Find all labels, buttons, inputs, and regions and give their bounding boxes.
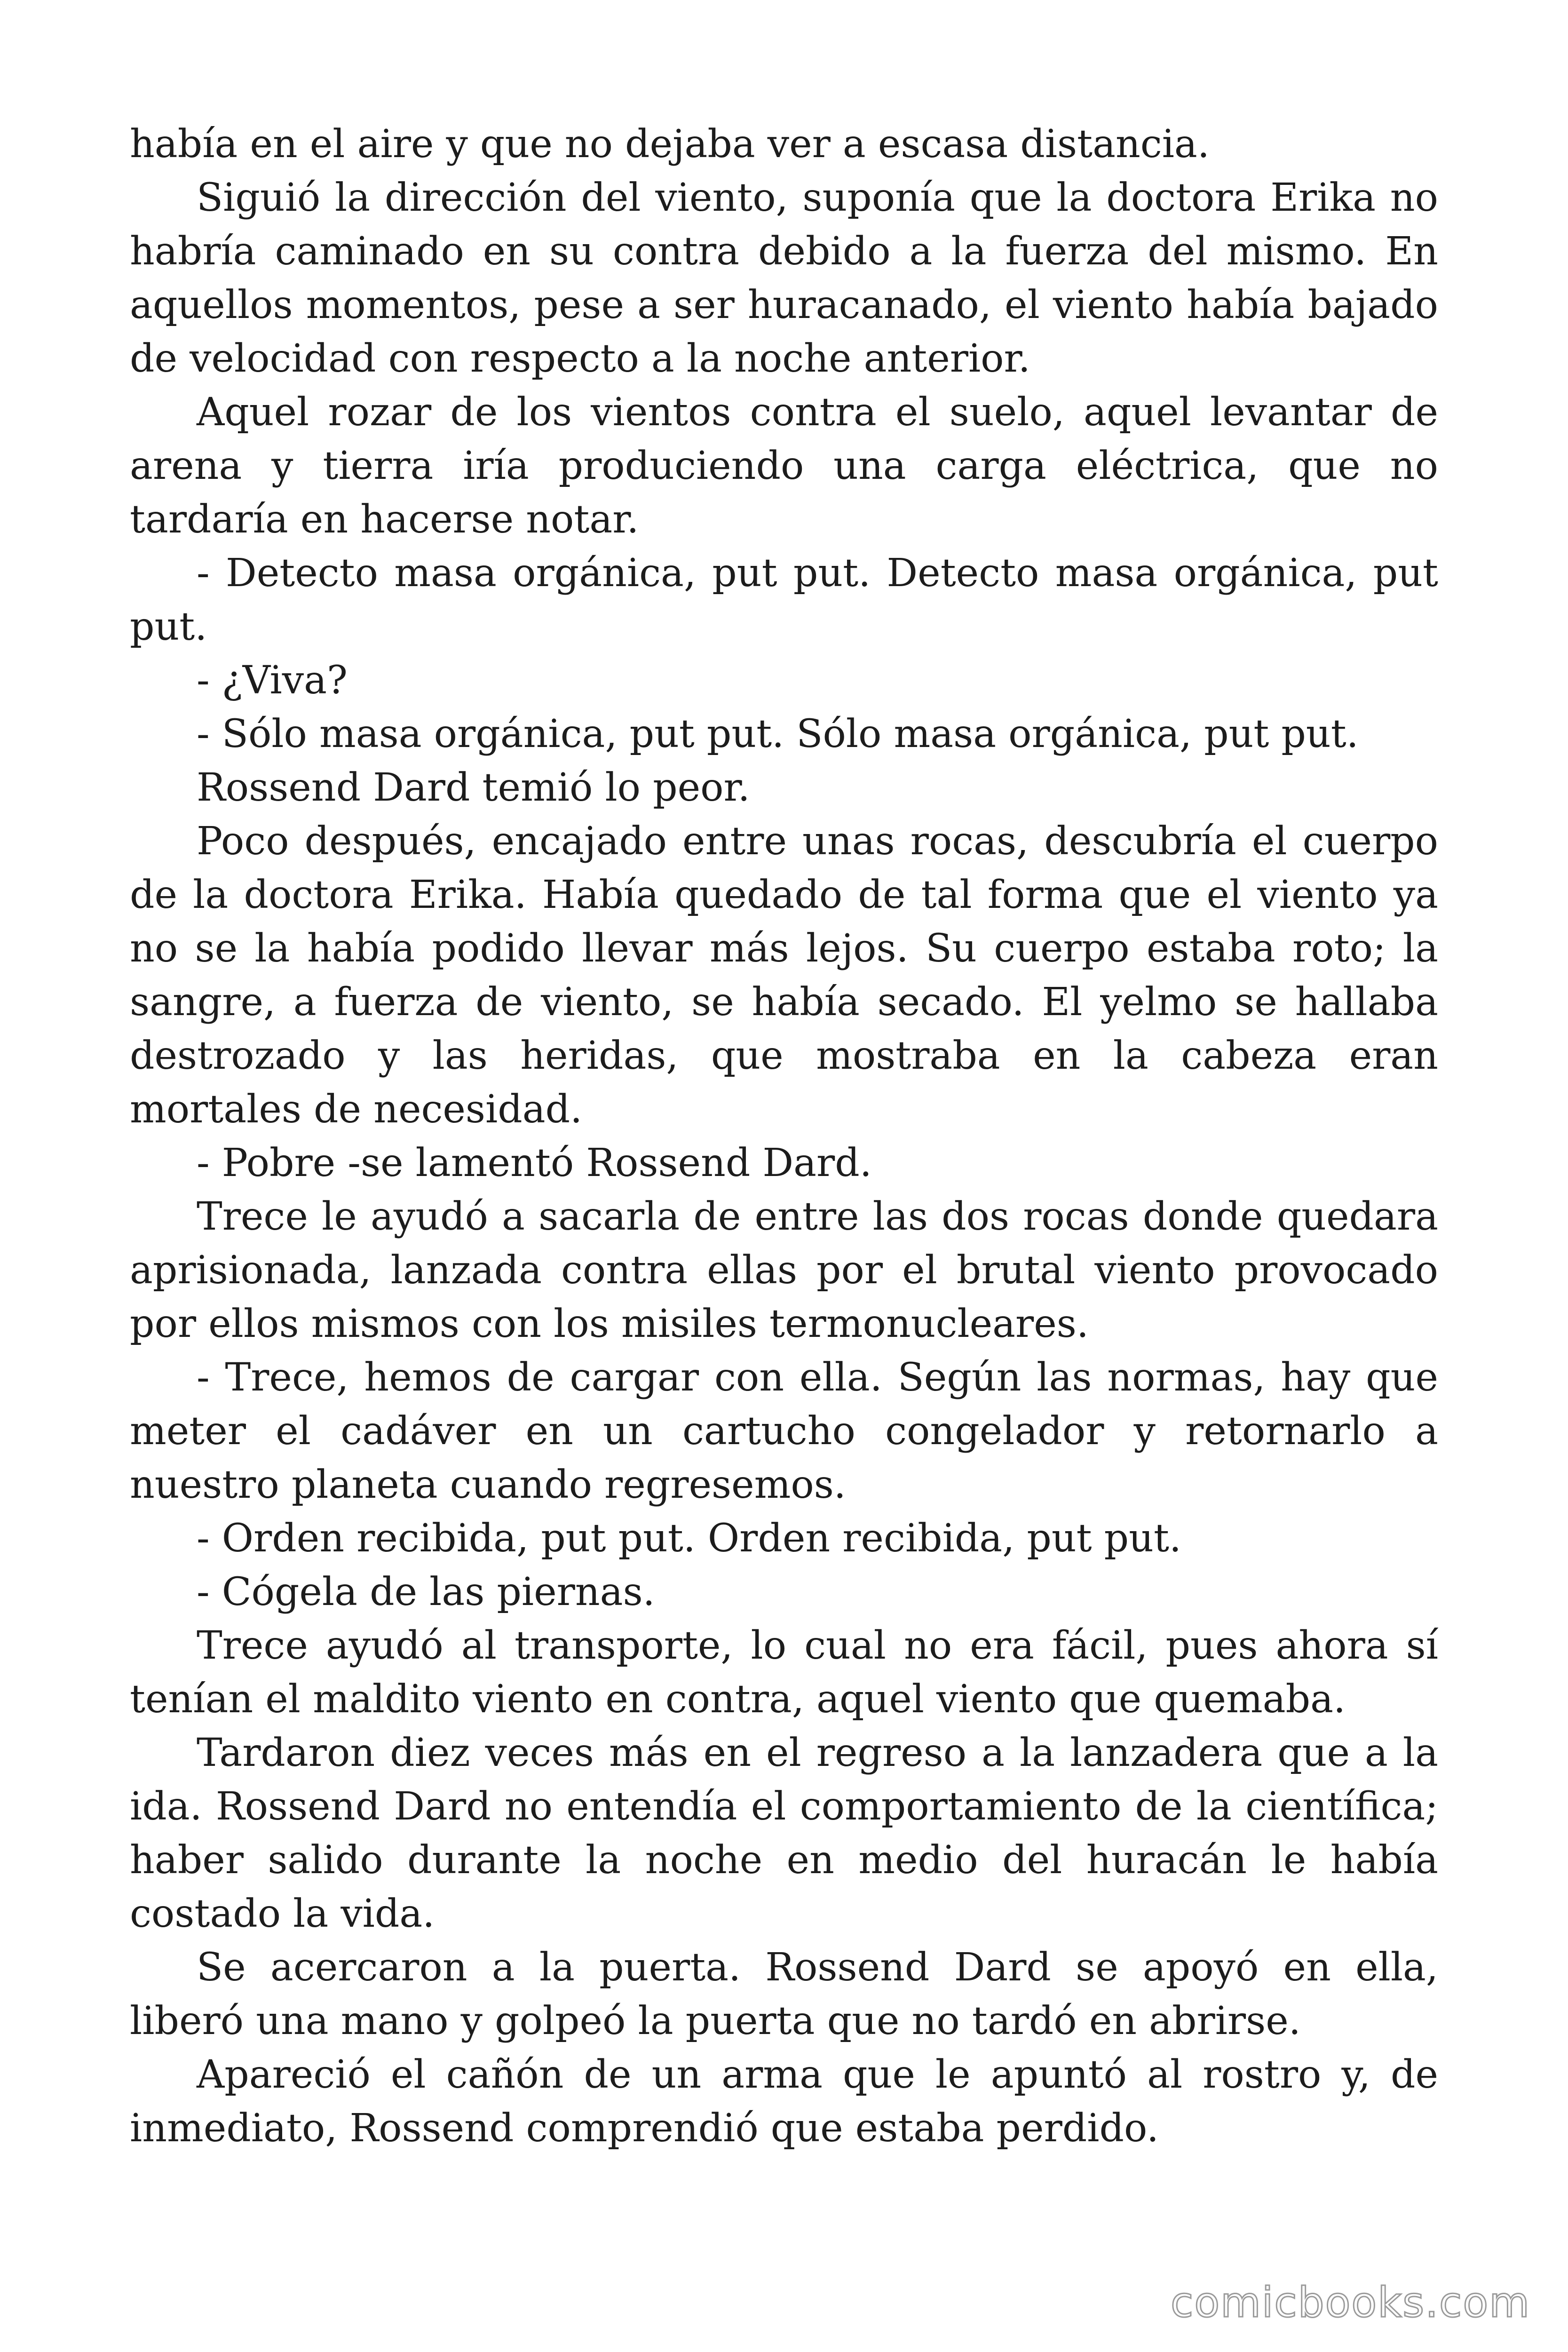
paragraph: Se acercaron a la puerta. Rossend Dard se apoyó en ella, liberó una mano y golpeó la puerta que no tardó en abrirse. bbox=[130, 1945, 1438, 2043]
watermark: comicbooks.com bbox=[1170, 2278, 1530, 2327]
paragraph: Poco después, encajado entre unas rocas, descubría el cuerpo de la doctora Erika. Había quedado de tal forma que el viento ya no se la había podido llevar más lejos. Su cuerpo estaba roto; la sangre, a fuerza de viento, se había secado. El yelmo se hallaba destrozado y las heridas, que mostraba en la cabeza eran mortales de necesidad. bbox=[130, 819, 1438, 1132]
page-body bbox=[130, 118, 1438, 2155]
dialogue-line: - Detecto masa orgánica, put put. Detecto masa orgánica, put put. bbox=[130, 551, 1438, 649]
dialogue-line: - Pobre -se lamentó Rossend Dard. bbox=[197, 1141, 872, 1185]
paragraph: Siguió la dirección del viento, suponía que la doctora Erika no habría caminado en su contra debido a la fuerza del mismo. En aquellos momentos, pese a ser huracanado, el viento había bajado de velocidad con respecto a la noche anterior. bbox=[130, 175, 1438, 381]
paragraph: Trece le ayudó a sacarla de entre las dos rocas donde quedara aprisionada, lanzada contra ellas por el brutal viento provocado por ellos mismos con los misiles termonucleares. bbox=[130, 1194, 1438, 1346]
dialogue-line: - Orden recibida, put put. Orden recibida, put put. bbox=[197, 1516, 1181, 1561]
paragraph: Rossend Dard temió lo peor. bbox=[197, 765, 750, 810]
paragraph: Aquel rozar de los vientos contra el suelo, aquel levantar de arena y tierra iría produciendo una carga eléctrica, que no tardaría en hacerse notar. bbox=[130, 390, 1438, 542]
dialogue-line: - ¿Viva? bbox=[197, 658, 348, 703]
dialogue-line: - Cógela de las piernas. bbox=[197, 1570, 655, 1614]
paragraph: Tardaron diez veces más en el regreso a la lanzadera que a la ida. Rossend Dard no entendía el comportamiento de la científica; haber salido durante la noche en medio del huracán le había costado la vida. bbox=[130, 1731, 1438, 1936]
dialogue-line: - Trece, hemos de cargar con ella. Según las normas, hay que meter el cadáver en un cartucho congelador y retornarlo a nuestro planeta cuando regresemos. bbox=[130, 1355, 1438, 1507]
paragraph: Trece ayudó al transporte, lo cual no era fácil, pues ahora sí tenían el maldito viento en contra, aquel viento que quemaba. bbox=[130, 1623, 1438, 1722]
dialogue-line: - Sólo masa orgánica, put put. Sólo masa orgánica, put put. bbox=[197, 712, 1359, 756]
paragraph: Apareció el cañón de un arma que le apuntó al rostro y, de inmediato, Rossend comprendió que estaba perdido. bbox=[130, 2052, 1438, 2151]
paragraph: había en el aire y que no dejaba ver a escasa distancia. bbox=[130, 122, 1210, 167]
